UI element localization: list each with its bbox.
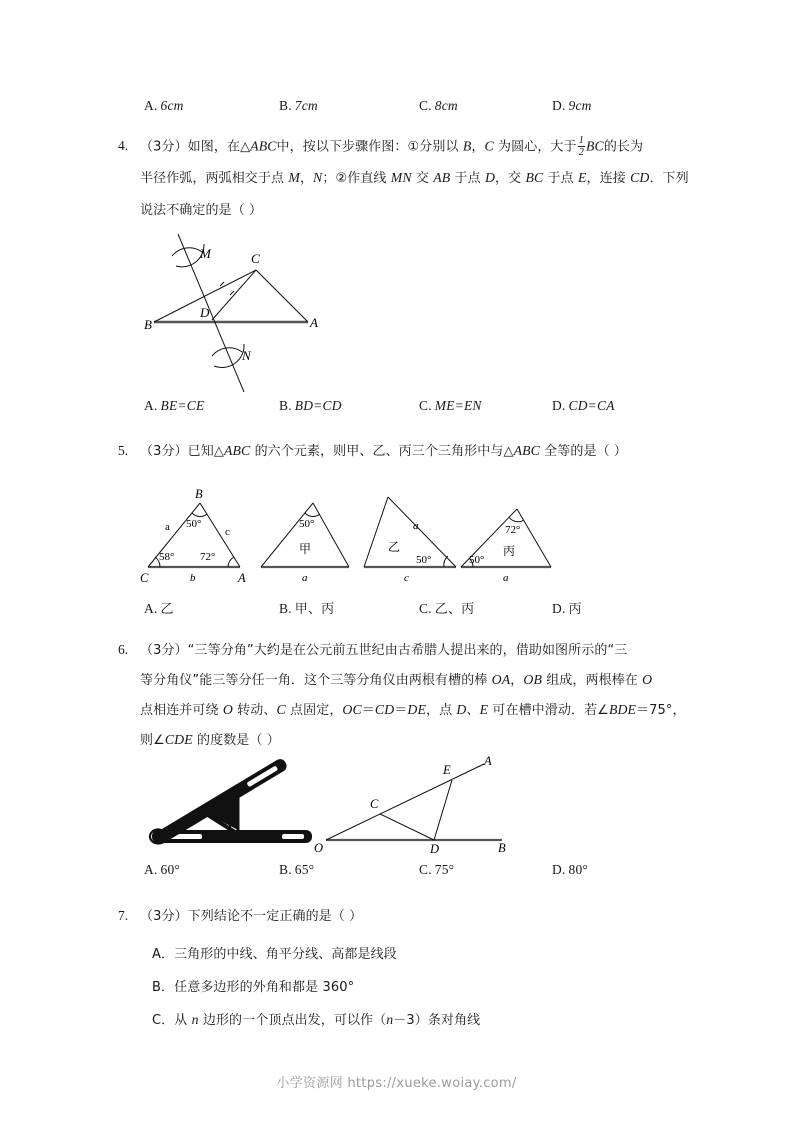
q7-option-b[interactable]: B．任意多边形的外角和都是 360° <box>152 980 355 995</box>
q5-triangle-jia <box>255 485 365 585</box>
q5-bing-angle-left: 50° <box>469 554 485 566</box>
q5-triangle-reference <box>140 485 260 585</box>
q6-label-C: C <box>370 797 379 811</box>
q5-bing-angle-top: 72° <box>505 524 521 536</box>
q3-option-c[interactable]: C. 8cm <box>419 98 458 113</box>
q5-ref-angle-right: 72° <box>200 551 216 563</box>
q5-ref-side-c: c <box>225 526 230 538</box>
q6-label-B: B <box>498 841 506 855</box>
q5-option-d[interactable]: D. 丙 <box>552 601 582 617</box>
q6-label-A: A <box>484 754 492 768</box>
q5-yi-label: 乙 <box>388 540 401 554</box>
q6-trisector-device-illustration <box>142 758 322 853</box>
one-half-fraction: $\frac{1}{2}$ <box>578 135 584 158</box>
q5-options-row <box>136 598 736 620</box>
q5-ref-vertex-B: B <box>195 487 203 501</box>
q3-options-row <box>136 98 736 120</box>
q6-options-row <box>136 862 736 884</box>
q4-figure <box>138 232 378 397</box>
q6-text-line4: 则∠CDE 的度数是（ ） <box>140 732 280 748</box>
q4-text-line2: 半径作弧，两弧相交于点 M，N；②作直线 MN 交 AB 于点 D，交 BC 于点 E，连接 CD．下列 <box>140 170 689 186</box>
q5-jia-label: 甲 <box>299 542 312 556</box>
q5-ref-angle-top: 50° <box>186 518 202 530</box>
q4-number: 4. <box>118 138 129 153</box>
q5-ref-side-a: a <box>165 521 170 533</box>
q5-yi-side-a: a <box>413 520 419 532</box>
q5-option-b[interactable]: B. 甲、丙 <box>279 601 335 617</box>
q5-triangle-bing <box>455 485 565 585</box>
q5-jia-angle-top: 50° <box>299 518 315 530</box>
q5-bing-label: 丙 <box>503 544 516 558</box>
q6-option-a[interactable]: A. 60° <box>144 862 181 877</box>
q5-ref-angle-left: 58° <box>159 551 175 563</box>
q5-jia-side-a: a <box>302 572 308 584</box>
q3-option-a[interactable]: A. 6cm <box>144 98 184 113</box>
site-watermark: 小学资源网 https://xueke.woiay.com/ <box>276 1076 517 1091</box>
q5-ref-vertex-A: A <box>238 571 246 585</box>
q7-number: 7. <box>118 908 129 923</box>
q6-option-d[interactable]: D. 80° <box>552 862 589 877</box>
q6-text-line2: 等分角仪”能三等分任一角．这个三等分角仪由两根有槽的棒 OA，OB 组成，两根棒在 O <box>140 672 653 688</box>
q5-ref-vertex-C: C <box>140 571 149 585</box>
q6-text-line3: 点相连并可绕 O 转动、C 点固定，OC＝CD＝DE，点 D、E 可在槽中滑动．若∠BDE＝75°， <box>140 702 686 718</box>
q4-label-A: A <box>310 315 318 330</box>
q5-option-a[interactable]: A. 乙 <box>144 601 174 617</box>
q6-number: 6. <box>118 642 129 657</box>
q4-label-B: B <box>144 317 152 332</box>
q4-label-C: C <box>251 251 260 266</box>
q6-option-c[interactable]: C. 75° <box>419 862 455 877</box>
q5-bing-side-a: a <box>503 572 509 584</box>
q6-label-D: D <box>430 842 440 856</box>
q3-option-b[interactable]: B. 7cm <box>279 98 318 113</box>
q6-label-E: E <box>443 763 451 777</box>
q5-text: （3分）已知△ABC 的六个元素，则甲、乙、丙三个三角形中与△ABC 全等的是（ ） <box>140 443 628 459</box>
q5-yi-side-c: c <box>404 572 409 584</box>
q4-option-c[interactable]: C. ME=EN <box>419 398 482 413</box>
q7-option-a[interactable]: A．三角形的中线、角平分线、高都是线段 <box>152 947 397 962</box>
q5-number: 5. <box>118 443 129 458</box>
q5-option-c[interactable]: C. 乙、丙 <box>419 601 475 617</box>
q4-option-d[interactable]: D. CD=CA <box>552 398 615 413</box>
q4-label-D: D <box>200 305 210 320</box>
q5-yi-angle-right: 50° <box>416 554 432 566</box>
q6-option-b[interactable]: B. 65° <box>279 862 315 877</box>
q3-option-d[interactable]: D. 9cm <box>552 98 592 113</box>
q5-ref-side-b: b <box>190 572 196 584</box>
q6-text-line1: （3分）“三等分角”大约是在公元前五世纪由古希腊人提出来的，借助如图所示的“三 <box>140 643 628 658</box>
q4-options-row <box>136 398 736 420</box>
q6-angle-diagram <box>312 752 522 857</box>
q4-label-M: M <box>200 246 211 261</box>
q4-option-b[interactable]: B. BD=CD <box>279 398 342 413</box>
q4-text-line3: 说法不确定的是（ ） <box>140 203 263 218</box>
q7-text: （3分）下列结论不一定正确的是（ ） <box>140 909 363 924</box>
q4-option-a[interactable]: A. BE=CE <box>144 398 205 413</box>
q4-label-N: N <box>242 348 251 363</box>
q6-label-O: O <box>314 841 324 855</box>
q4-text-line1: （3分）如图，在△ABC中，按以下步骤作图：①分别以 B，C 为圆心，大于 $\frac{1}{2}$ BC的长为 <box>140 135 644 158</box>
q7-option-c[interactable]: C．从 n 边形的一个顶点出发，可以作（n－3）条对角线 <box>152 1012 481 1028</box>
